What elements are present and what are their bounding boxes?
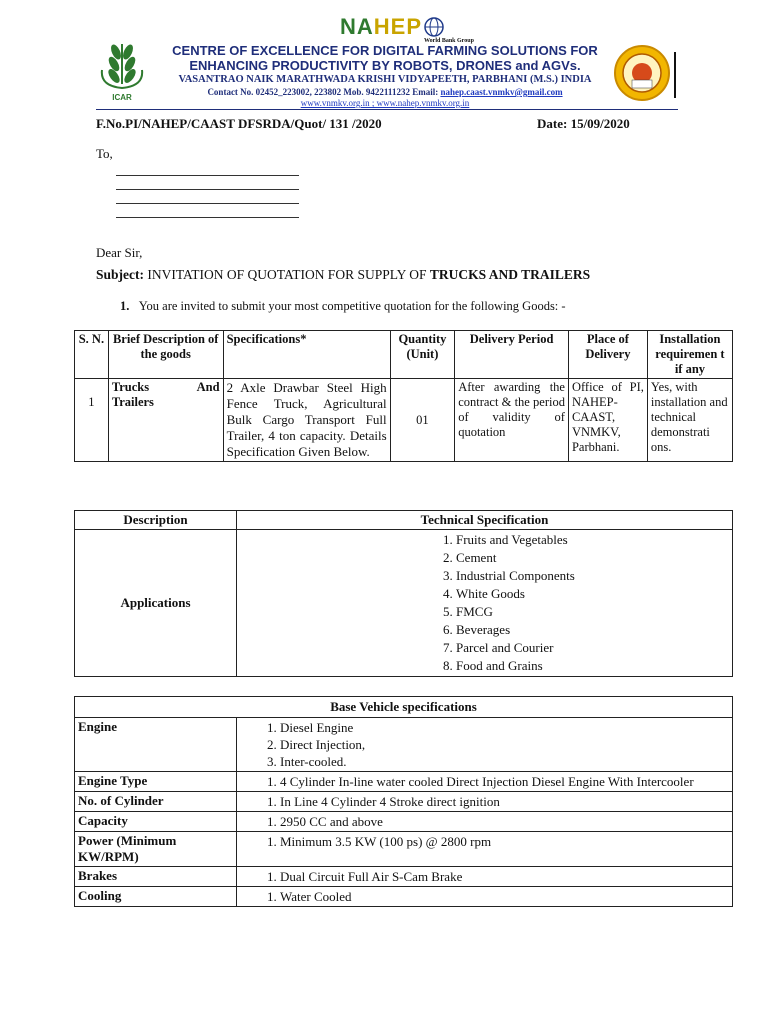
- table-row: [75, 812, 733, 832]
- world-bank-caption: World Bank Group: [424, 38, 474, 44]
- technical-spec-table: [74, 510, 733, 677]
- list-item: 2. Cement: [456, 549, 729, 567]
- cell-quantity: 01: [390, 379, 455, 462]
- cell-installation: Yes, with installation and technical demonstrati ons.: [647, 379, 732, 462]
- salutation: Dear Sir,: [96, 245, 143, 260]
- row-label: Engine: [75, 718, 237, 772]
- description-header: Description: [75, 511, 237, 530]
- applications-list-cell: [237, 530, 733, 677]
- list-item: 8. Food and Grains: [456, 657, 729, 675]
- website-links[interactable]: www.vnmkv.org.in ; www.nahep.vnmkv.org.in: [300, 98, 470, 108]
- spec-list: [240, 888, 729, 905]
- col-specifications: Specifications*: [223, 331, 390, 379]
- col-description: Brief Description of the goods: [108, 331, 223, 379]
- goods-table: [74, 330, 733, 462]
- list-item: 1. Diesel Engine: [280, 719, 729, 736]
- list-item: 7. Parcel and Courier: [456, 639, 729, 657]
- spec-list: [240, 793, 729, 810]
- address-line[interactable]: [116, 203, 299, 204]
- technical-spec-header: Technical Specification: [237, 511, 733, 530]
- vehicle-spec-table: [74, 696, 733, 907]
- row-label: Capacity: [75, 812, 237, 832]
- address-line[interactable]: [116, 175, 299, 176]
- list-item: 1. 2950 CC and above: [280, 813, 729, 830]
- contact-line: Contact No. 02452_223002, 223802 Mob. 9422111232 Email: nahep.caast.vnmkv@gmail.com: [207, 87, 563, 97]
- header-divider: [96, 109, 678, 110]
- col-place: Place of Delivery: [568, 331, 647, 379]
- addressee-label: To,: [96, 146, 113, 161]
- icar-logo: [96, 40, 148, 102]
- table-row: [75, 718, 733, 772]
- cell-delivery-period: After awarding the contract & the period of validity of quotation: [455, 379, 569, 462]
- cell-sn: 1: [75, 379, 109, 462]
- row-label: Engine Type: [75, 772, 237, 792]
- applications-label: Applications: [75, 530, 237, 677]
- list-item: 1. Dual Circuit Full Air S-Cam Brake: [280, 868, 729, 885]
- table-row: [75, 772, 733, 792]
- file-number: F.No.PI/NAHEP/CAAST DFSRDA/Quot/ 131 /2020: [96, 116, 382, 131]
- nahep-brand: NAHEP: [340, 14, 423, 39]
- col-installation: Installation requiremen t if any: [647, 331, 732, 379]
- table-row: [75, 887, 733, 907]
- table-row: [75, 792, 733, 812]
- list-item: 1. Water Cooled: [280, 888, 729, 905]
- list-item: 1. In Line 4 Cylinder 4 Stroke direct ignition: [280, 793, 729, 810]
- spec-list: [240, 868, 729, 885]
- cell-specifications: 2 Axle Drawbar Steel High Fence Truck, Agricultural Bulk Cargo Transport Full Trailer, 4 ton capacity. Details Specification Given Below.: [223, 379, 390, 462]
- spec-list: [240, 833, 729, 850]
- subject-line: Subject: INVITATION OF QUOTATION FOR SUPPLY OF TRUCKS AND TRAILERS: [96, 267, 591, 282]
- spec-list: [240, 813, 729, 830]
- list-item: 2. Direct Injection,: [280, 736, 729, 753]
- col-sn: S. N.: [75, 331, 109, 379]
- world-bank-globe-icon: [423, 16, 445, 38]
- list-item: 1. 4 Cylinder In-line water cooled Direct Injection Diesel Engine With Intercooler: [280, 773, 729, 790]
- list-item: 6. Beverages: [456, 621, 729, 639]
- list-item: 3. Inter-cooled.: [280, 753, 729, 770]
- table-row: [75, 379, 733, 462]
- row-label: Brakes: [75, 867, 237, 887]
- centre-title: CENTRE OF EXCELLENCE FOR DIGITAL FARMING SOLUTIONS FOR ENHANCING PRODUCTIVITY BY ROBOTS, DRONES and AGVs.: [172, 43, 598, 73]
- applications-list: [240, 531, 729, 675]
- list-item: 5. FMCG: [456, 603, 729, 621]
- address-line[interactable]: [116, 189, 299, 190]
- col-quantity: Quantity (Unit): [390, 331, 455, 379]
- list-item: 1. Fruits and Vegetables: [456, 531, 729, 549]
- list-item: 3. Industrial Components: [456, 567, 729, 585]
- row-label: Power (Minimum KW/RPM): [75, 832, 237, 867]
- letter-date: Date: 15/09/2020: [537, 116, 630, 131]
- table-row: [75, 832, 733, 867]
- table-row: [75, 867, 733, 887]
- spec-list: [240, 773, 729, 790]
- university-seal-logo: [612, 42, 678, 104]
- cell-place: Office of PI, NAHEP-CAAST, VNMKV, Parbhani.: [568, 379, 647, 462]
- vehicle-spec-title: Base Vehicle specifications: [75, 697, 733, 718]
- icar-label: ICAR: [112, 93, 132, 102]
- row-label: No. of Cylinder: [75, 792, 237, 812]
- spec-list: [240, 719, 729, 770]
- list-item: 4. White Goods: [456, 585, 729, 603]
- university-name: VASANTRAO NAIK MARATHWADA KRISHI VIDYAPEETH, PARBHANI (M.S.) INDIA: [178, 74, 592, 85]
- address-line[interactable]: [116, 217, 299, 218]
- point-one: 1. You are invited to submit your most competitive quotation for the following Goods: -: [120, 299, 566, 313]
- cell-description: Trucks And Trailers: [108, 379, 223, 462]
- col-delivery-period: Delivery Period: [455, 331, 569, 379]
- row-label: Cooling: [75, 887, 237, 907]
- email-link[interactable]: nahep.caast.vnmkv@gmail.com: [440, 87, 563, 97]
- goods-table-header: [75, 331, 733, 379]
- list-item: 1. Minimum 3.5 KW (100 ps) @ 2800 rpm: [280, 833, 729, 850]
